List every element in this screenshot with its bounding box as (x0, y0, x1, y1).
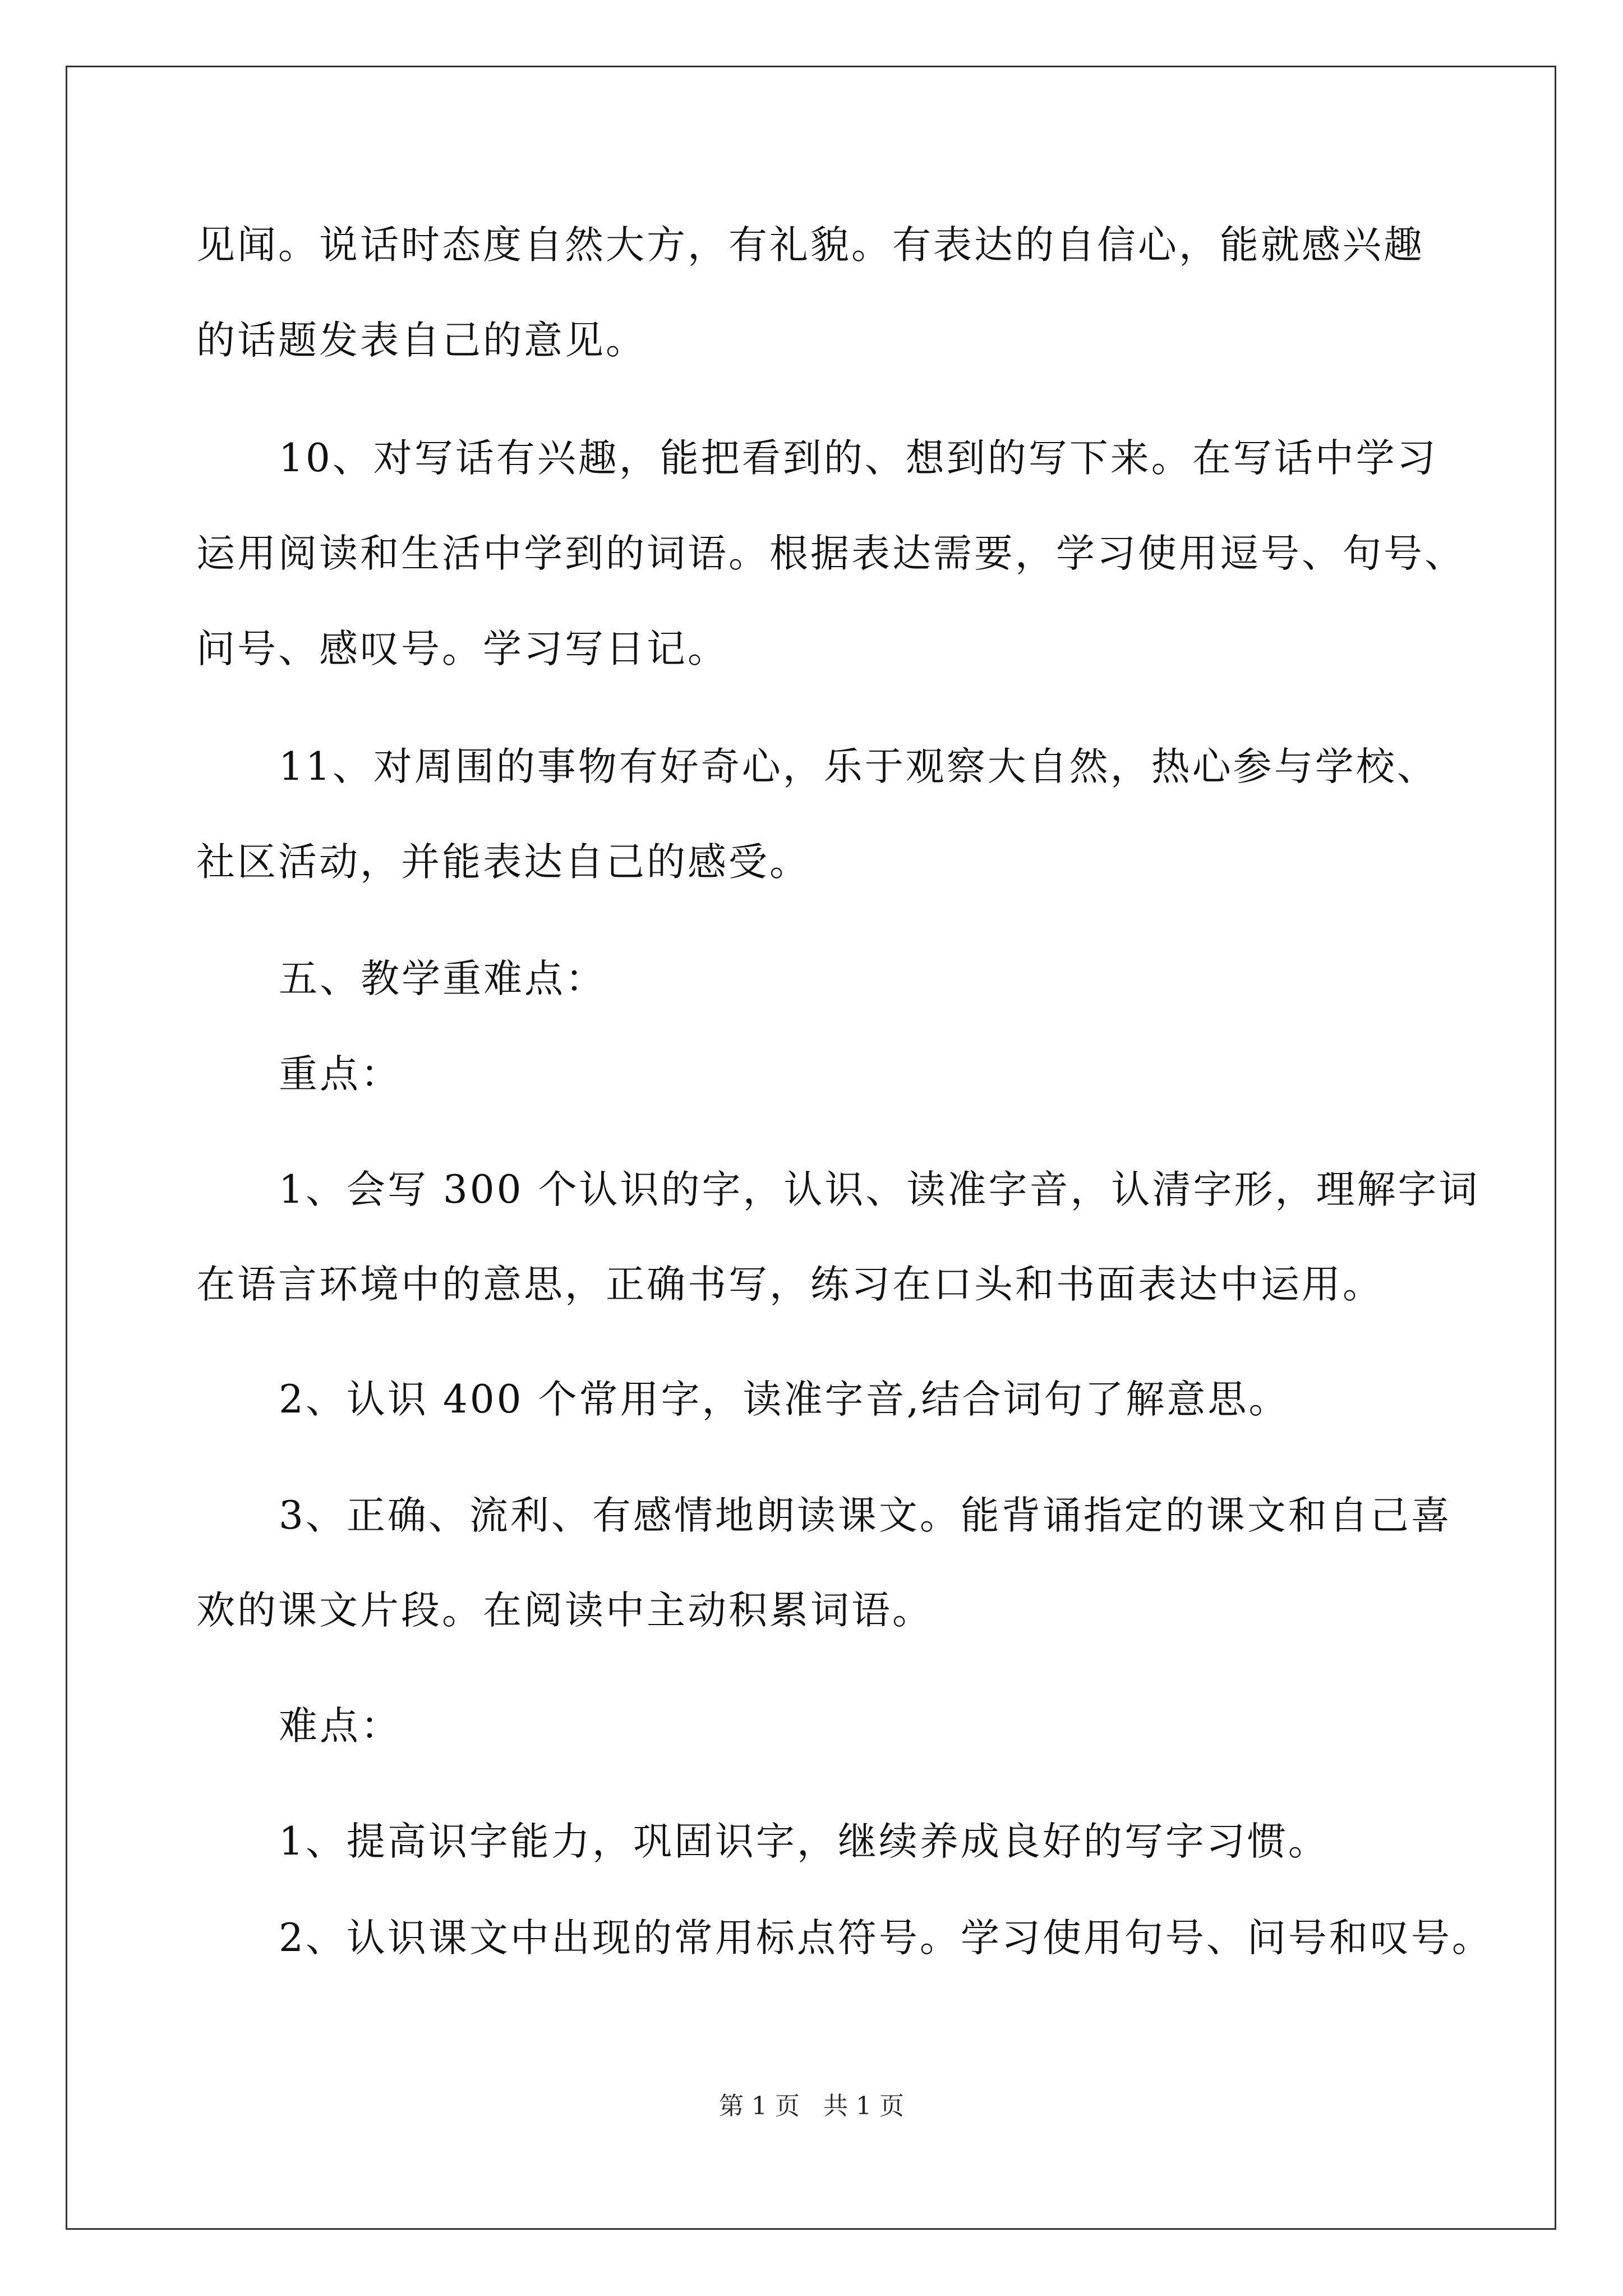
text-line: 欢的课文片段。在阅读中主动积累词语。 (196, 1588, 933, 1633)
text-line: 的话题发表自己的意见。 (196, 318, 647, 363)
text-line: 10、对写话有兴趣，能把看到的、想到的写下来。在写话中学习 (279, 436, 1438, 481)
page-footer (0, 2090, 1623, 2123)
text-line: 3、正确、流利、有感情地朗读课文。能背诵指定的课文和自己喜 (279, 1493, 1452, 1538)
page-total: 共 1 页 (823, 2092, 904, 2120)
text-line: 运用阅读和生活中学到的词语。根据表达需要，学习使用逗号、句号、 (196, 531, 1465, 576)
subsection-heading: 重点： (279, 1052, 402, 1097)
page-border (66, 66, 1556, 2230)
text-line: 2、认识 400 个常用字，读准字音,结合词句了解意思。 (279, 1377, 1290, 1422)
text-line: 1、会写 300 个认识的字，认识、读准字音，认清字形，理解字词 (279, 1167, 1480, 1212)
text-line: 2、认识课文中出现的常用标点符号。学习使用句号、问号和叹号。 (279, 1916, 1493, 1961)
text-line: 11、对周围的事物有好奇心，乐于观察大自然，热心参与学校、 (279, 744, 1438, 789)
section-heading: 五、教学重难点： (279, 956, 606, 1001)
text-line: 见闻。说话时态度自然大方，有礼貌。有表达的自信心，能就感兴趣 (196, 223, 1424, 268)
text-line: 在语言环境中的意思，正确书写，练习在口头和书面表达中运用。 (196, 1262, 1384, 1307)
page-number: 第 1 页 (719, 2092, 800, 2120)
text-line: 社区活动，并能表达自己的感受。 (196, 840, 810, 885)
text-line: 问号、感叹号。学习写日记。 (196, 627, 728, 671)
text-line: 1、提高识字能力，巩固识字，继续养成良好的写字习惯。 (279, 1819, 1329, 1864)
subsection-heading: 难点： (279, 1704, 402, 1749)
